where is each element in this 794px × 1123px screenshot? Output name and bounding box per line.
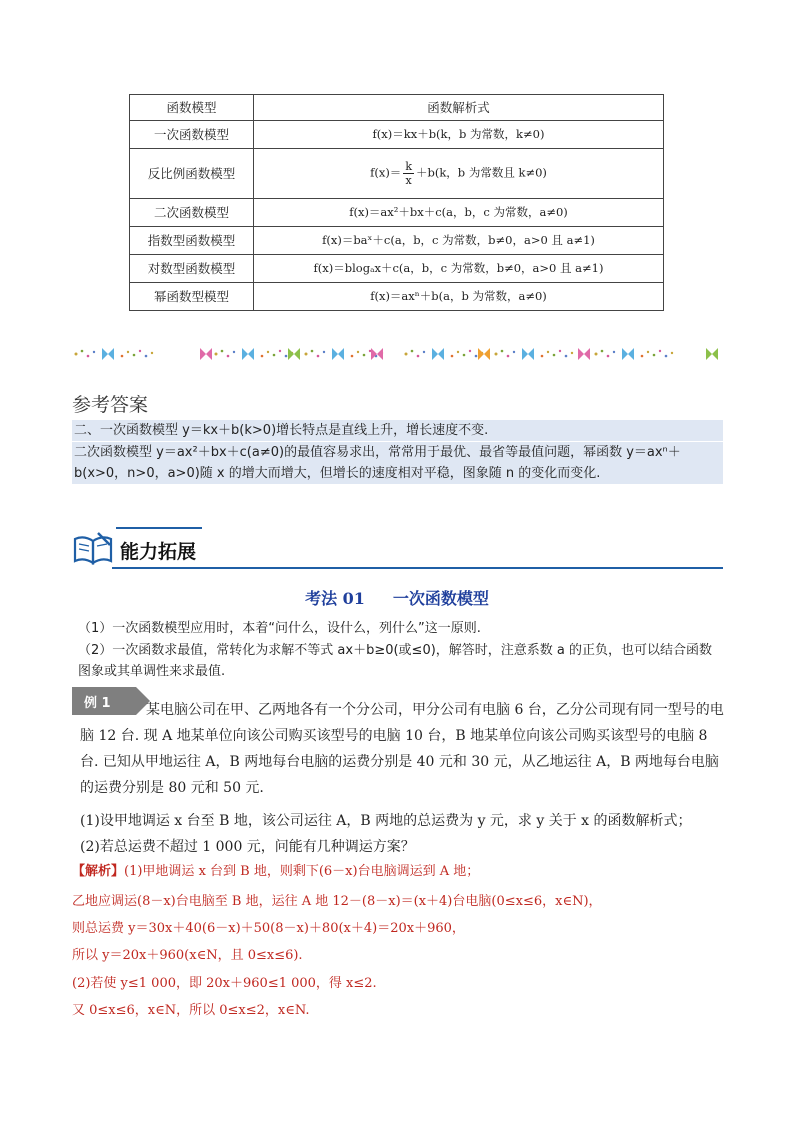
rule-2: （2）一次函数求最值，常转化为求解不等式 ax＋b≥0(或≤0)，解答时，注意系数 a 的正负，也可以结合函数图象或其单调性来求最值. [78,643,713,679]
solution-tag: 【解析】 [72,864,125,879]
example-label: 例 1 [84,696,111,711]
formula-suffix: ＋b(k，b 为常数且 k≠0) [415,165,547,180]
solution-line-2: 乙地应调运(8－x)台电脑至 B 地，运往 A 地 12－(8－x)＝(x＋4)台电脑(0≤x≤6，x∈N)， [72,894,602,909]
model-formula [254,149,664,199]
table-row [130,255,664,283]
book-icon [72,529,116,567]
model-name: 一次函数模型 [130,121,254,149]
section-title: 能力拓展 [120,541,197,563]
solution-line-1 [72,862,722,882]
solution-line-6: 又 0≤x≤6，x∈N，所以 0≤x≤2，x∈N. [72,1003,310,1018]
fraction-denominator: x [405,174,412,187]
question-1: (1)设甲地调运 x 台至 B 地，该公司运往 A，B 两地的总运费为 y 元，求 y 关于 x 的函数解析式； [80,813,692,829]
solution-line-5: (2)若使 y≤1 000，即 20x＋960≤1 000，得 x≤2. [72,976,377,991]
question-2: (2)若总运费不超过 1 000 元，问能有几种调运方案？ [80,839,415,855]
table-header-model: 函数模型 [130,95,254,121]
model-formula: f(x)＝blogₐx＋c(a，b，c 为常数，b≠0，a>0 且 a≠1) [254,255,664,283]
rule-1: （1）一次函数模型应用时，本着“问什么，设什么，列什么”这一原则. [78,621,481,636]
butterfly-divider [72,346,722,362]
solution-line-3: 则总运费 y＝30x＋40(6－x)＋50(8－x)＋80(x＋4)＝20x＋960， [72,921,465,936]
formula-prefix: f(x)＝ [370,165,402,180]
model-formula: f(x)＝baˣ＋c(a，b，c 为常数，b≠0，a>0 且 a≠1) [254,227,664,255]
function-model-table [129,94,664,311]
table-row [130,283,664,311]
model-name: 幂函数型模型 [130,283,254,311]
example-body: 某电脑公司在甲、乙两地各有一个分公司，甲分公司有电脑 6 台，乙分公司现有同一型号的电脑 12 台. 现 A 地某单位向该公司购买该型号的电脑 10 台，B 地某单位向该公司购买该型号的电脑 8 台. 已知从甲地运往 A，B 两地每台电脑的运费分别是 40 元和 30 元，从乙地运往 A，B 两地每台电脑的运费分别是 80 元和 50 元. [80,702,724,796]
fraction-numerator: k [405,160,412,173]
kaofa-title [0,586,794,609]
table-row [130,199,664,227]
fraction [403,160,414,187]
table-header-formula: 函数解析式 [254,95,664,121]
answer-title: 参考答案 [72,394,149,416]
model-name: 对数型函数模型 [130,255,254,283]
model-formula: f(x)＝kx＋b(k，b 为常数，k≠0) [254,121,664,149]
answer-line: 二次函数模型 y＝ax²＋bx＋c(a≠0)的最值容易求出，常常用于最优、最省等最值问题，幂函数 y＝axⁿ＋b(x>0，n>0，a>0)随 x 的增大而增大，但增长的速度相对平稳，图象随 n 的变化而变化. [72,441,723,484]
kaofa-name: 一次函数模型 [392,589,489,608]
model-formula: f(x)＝ax²＋bx＋c(a，b，c 为常数，a≠0) [254,199,664,227]
kaofa-label: 考法 01 [305,589,365,608]
section-header [72,527,723,569]
table-row [130,149,664,199]
table-row [130,121,664,149]
solution-text: (1)甲地调运 x 台到 B 地，则剩下(6－x)台电脑调运到 A 地； [124,864,480,879]
answer-box [72,420,723,484]
model-name: 二次函数模型 [130,199,254,227]
model-name: 指数型函数模型 [130,227,254,255]
solution-line-4: 所以 y＝20x＋960(x∈N，且 0≤x≤6). [72,948,303,963]
model-formula: f(x)＝axⁿ＋b(a，b 为常数，a≠0) [254,283,664,311]
model-name: 反比例函数模型 [130,149,254,199]
answer-line: 二、一次函数模型 y＝kx＋b(k>0)增长特点是直线上升，增长速度不变. [74,423,489,438]
table-row [130,227,664,255]
